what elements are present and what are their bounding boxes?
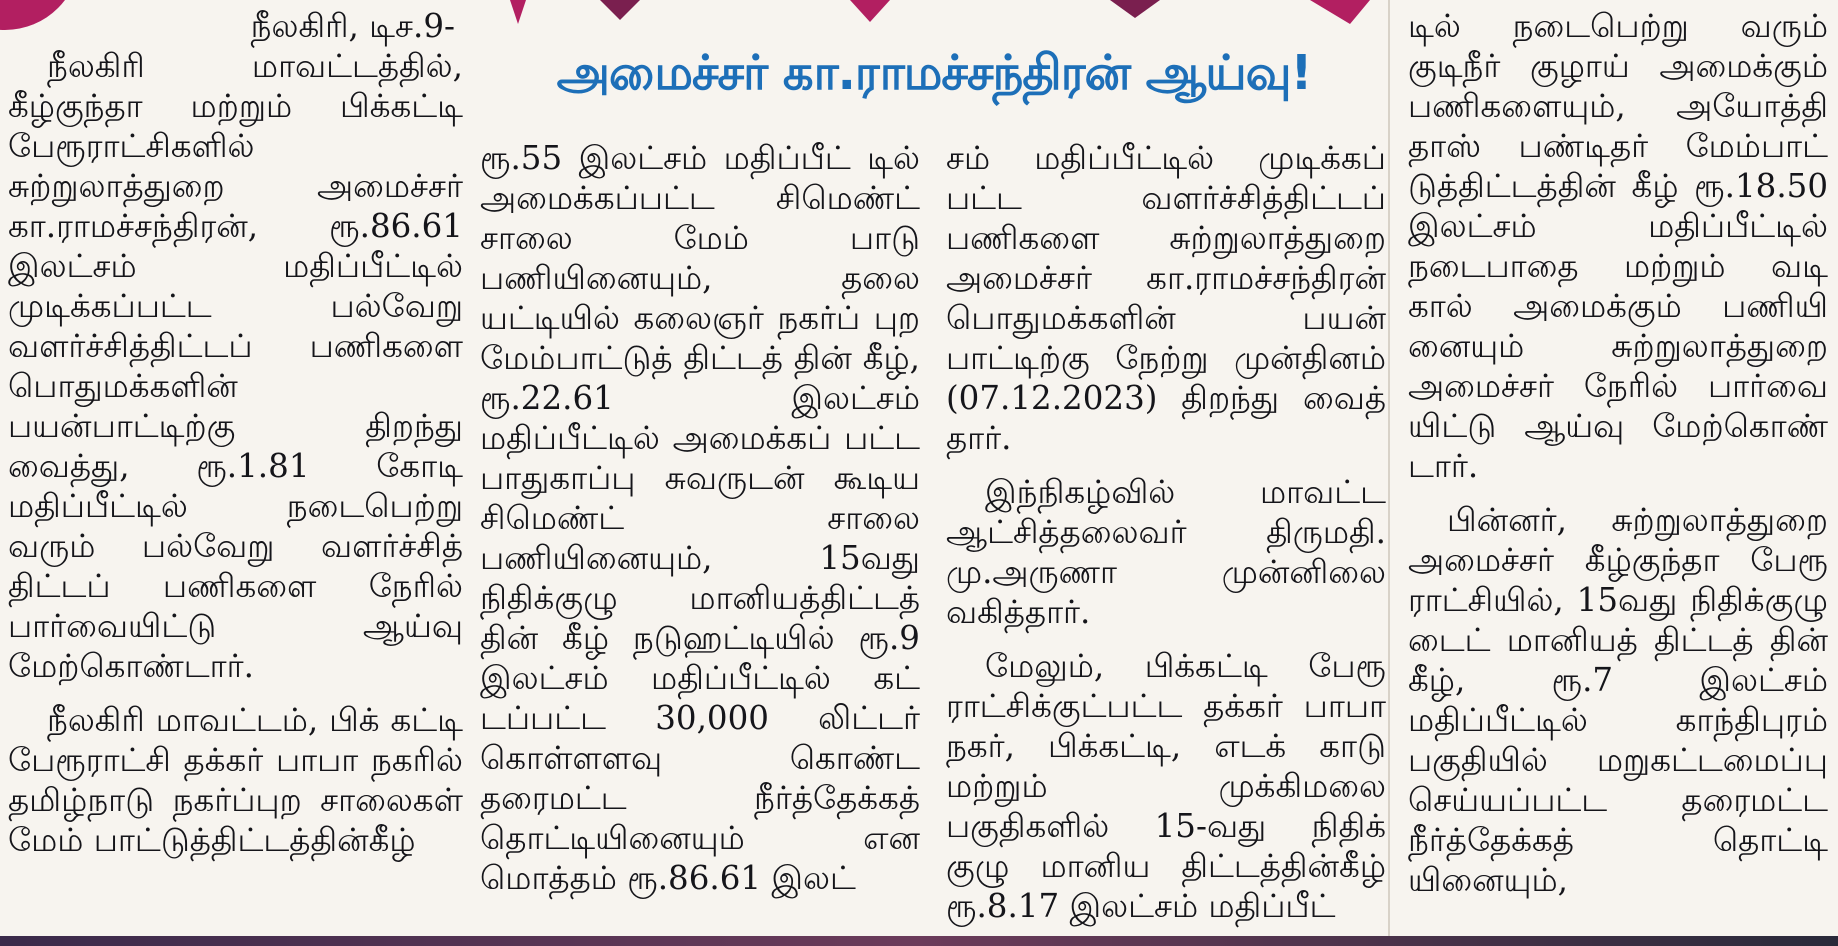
paragraph: நீலகிரி மாவட்டத்தில், கீழ்குந்தா மற்றும் பிக்கட்டி பேரூராட்சிகளில் சுற்றுலாத்துறை அமைச்சர் கா.ராமச்சந்திரன், ரூ.86.61 இலட்சம் மதிப்பீட்டில் முடிக்கப்பட்ட பல்வேறு வளர்ச்சித்திட்டப் பணிகளை பொதுமக்களின் பயன்பாட்டிற்கு திறந்து வைத்து, ரூ.1.81 கோடி மதிப்பீட்டில் நடைபெற்று வரும் பல்வேறு வளர்ச்சித் திட்டப் பணிகளை நேரில் பார்வையிட்டு ஆய்வு மேற்கொண்டார். (8, 47, 463, 685)
paragraph: பின்னர், சுற்றுலாத்துறை அமைச்சர் கீழ்குந்தா பேரூ ராட்சியில், 15வது நிதிக்குழு டைட் மானியத் திட்டத் தின் கீழ், ரூ.7 இலட்சம் மதிப்பீட்டில் காந்திபுரம் பகுதியில் மறுகட்டமைப்பு செய்யப்பட்ட தரைமட்ட நீர்த்தேக்கத் தொட்டி யினையும், (1408, 501, 1828, 899)
article-column-2 (480, 138, 920, 946)
dateline: நீலகிரி, டிச.9- (250, 7, 455, 45)
paragraph: மேலும், பிக்கட்டி பேரூ ராட்சிக்குட்பட்ட தக்கர் பாபா நகர், பிக்கட்டி, எடக் காடு மற்றும் முக்கிமலை பகுதிகளில் 15-வது நிதிக் குழு மானிய திட்டத்தின்கீழ் ரூ.8.17 இலட்சம் மதிப்பீட் (946, 647, 1386, 925)
decorative-banner (470, 0, 1370, 26)
paragraph: சம் மதிப்பீட்டில் முடிக்கப் பட்ட வளர்ச்சித்திட்டப் பணிகளை சுற்றுலாத்துறை அமைச்சர் கா.ராமச்சந்திரன் பொதுமக்களின் பயன் பாட்டிற்கு நேற்று முன்தினம் (07.12.2023) திறந்து வைத் தார். (946, 139, 1386, 457)
article-column-1 (8, 6, 463, 946)
article-column-3 (946, 138, 1386, 946)
paragraph: டில் நடைபெற்று வரும் குடிநீர் குழாய் அமைக்கும் பணிகளையும், அயோத்தி தாஸ் பண்டிதர் மேம்பாட் டுத்திட்டத்தின் கீழ் ரூ.18.50 இலட்சம் மதிப்பீட்டில் நடைபாதை மற்றும் வடி கால் அமைக்கும் பணியி னையும் சுற்றுலாத்துறை அமைச்சர் நேரில் பார்வை யிட்டு ஆய்வு மேற்கொண் டார். (1408, 7, 1828, 485)
headline: அமைச்சர் கா.ராமச்சந்திரன் ஆய்வு! (556, 45, 1312, 101)
paragraph: நீலகிரி மாவட்டம், பிக் கட்டி பேரூராட்சி தக்கர் பாபா நகரில் தமிழ்நாடு நகர்ப்புற சாலைகள் மேம் பாட்டுத்திட்டத்தின்கீழ் (8, 701, 463, 859)
bottom-strip (0, 936, 1838, 946)
paragraph: இந்நிகழ்வில் மாவட்ட ஆட்சித்தலைவர் திருமதி. மு.அருணா முன்னிலை வகித்தார். (946, 473, 1386, 631)
column-divider (1388, 0, 1390, 946)
paragraph: ரூ.55 இலட்சம் மதிப்பீட் டில் அமைக்கப்பட்ட சிமெண்ட் சாலை மேம் பாடு பணியினையும், தலை யட்டியில் கலைஞர் நகர்ப் புற மேம்பாட்டுத் திட்டத் தின் கீழ், ரூ.22.61 இலட்சம் மதிப்பீட்டில் அமைக்கப் பட்ட பாதுகாப்பு சுவருடன் கூடிய சிமெண்ட் சாலை பணியினையும், 15வது நிதிக்குழு மானியத்திட்டத் தின் கீழ் நடுஹட்டியில் ரூ.9 இலட்சம் மதிப்பீட்டில் கட் டப்பட்ட 30,000 லிட்டர் கொள்ளளவு கொண்ட தரைமட்ட நீர்த்தேக்கத் தொட்டியினையும் என மொத்தம் ரூ.86.61 இலட் (480, 139, 920, 897)
article-column-4 (1408, 6, 1828, 946)
